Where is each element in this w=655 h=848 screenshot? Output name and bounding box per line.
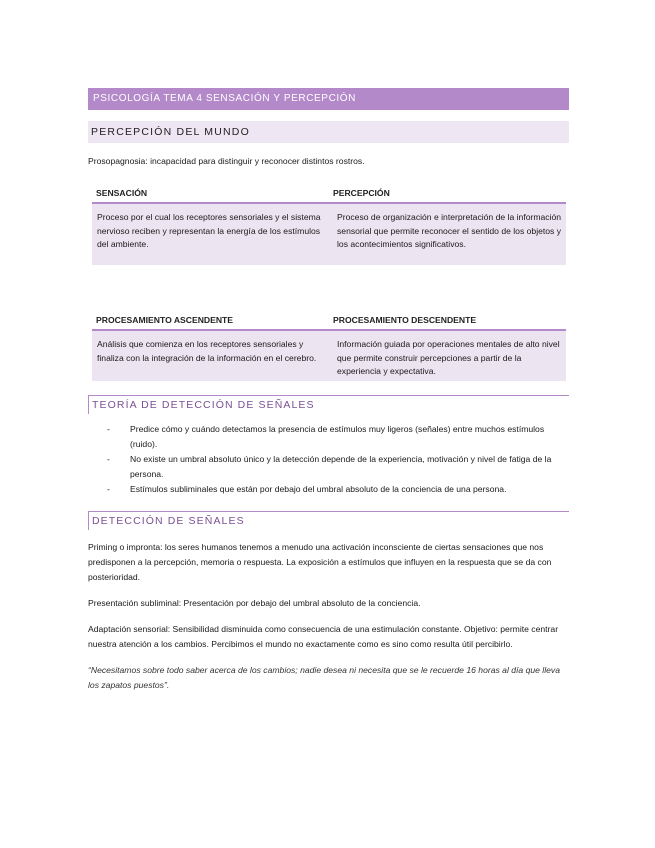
bullet-dash: - [107,483,110,494]
table-row [92,203,566,265]
teoria-bullet-list [88,422,569,497]
priming-paragraph: Priming o impronta: los seres humanos tenemos a menudo una activación inconsciente de ciertas sensaciones que nos predisponen a la percepción, memoria o respuesta. La exposición a estímulos que influyen en la respuesta que se da con posterioridad. [88,541,552,582]
cell-ascendente-definition: Análisis que comienza en los receptores sensoriales y finaliza con la integración de la información en el cerebro. [92,330,329,381]
sensacion-percepcion-table [92,184,566,265]
document-title: PSICOLOGÍA TEMA 4 SENSACIÓN Y PERCEPCIÓN [88,88,569,110]
list-item: - Estímulos subliminales que están por debajo del umbral absoluto de la conciencia de una persona. [88,482,569,497]
table-header-ascendente: PROCESAMIENTO ASCENDENTE [92,311,329,330]
bullet-dash: - [107,423,110,434]
heading-deteccion-senales: DETECCIÓN DE SEÑALES [88,511,569,530]
bullet-dash: - [107,453,110,464]
table-header-descendente: PROCESAMIENTO DESCENDENTE [329,311,566,330]
subliminal-paragraph: Presentación subliminal: Presentación por debajo del umbral absoluto de la conciencia. [88,597,421,608]
cell-descendente-definition: Información guiada por operaciones mentales de alto nivel que permite construir percepciones a partir de la experiencia y expectativa. [329,330,566,381]
list-item: - No existe un umbral absoluto único y la detección depende de la experiencia, motivación y nivel de fatiga de la persona. [107,453,552,479]
heading-percepcion-mundo: PERCEPCIÓN DEL MUNDO [88,121,569,143]
table-row [92,330,566,381]
document-page [88,88,569,701]
cell-sensacion-definition: Proceso por el cual los receptores sensoriales y el sistema nervioso reciben y representan la energía de los estímulos del ambiente. [92,203,329,265]
prosopagnosia-paragraph: Prosopagnosia: incapacidad para distinguir y reconocer distintos rostros. [88,156,365,166]
procesamiento-table [92,311,566,381]
quote-paragraph: “Necesitamos sobre todo saber acerca de los cambios; nadie desea ni necesita que se le recuerde 16 horas al día que lleva los zapatos puestos”. [88,664,560,690]
table-header-sensacion: SENSACIÓN [92,184,329,203]
list-item: - Predice cómo y cuándo detectamos la presencia de estímulos muy ligeros (señales) entre muchos estímulos (ruido). [107,423,545,449]
table-header-percepcion: PERCEPCIÓN [329,184,566,203]
cell-percepcion-definition: Proceso de organización e interpretación de la información sensorial que permite reconocer el sentido de los objetos y los acontecimientos significativos. [329,203,566,265]
adaptacion-paragraph: Adaptación sensorial: Sensibilidad disminuida como consecuencia de una estimulación constante. Objetivo: permite centrar nuestra atención a los cambios. Percibimos el mundo no exactamente como es sino como resulta útil percibirlo. [88,623,559,649]
heading-teoria-deteccion: TEORÍA DE DETECCIÓN DE SEÑALES [88,395,569,414]
table-header-row [92,311,566,330]
table-header-row [92,184,566,203]
